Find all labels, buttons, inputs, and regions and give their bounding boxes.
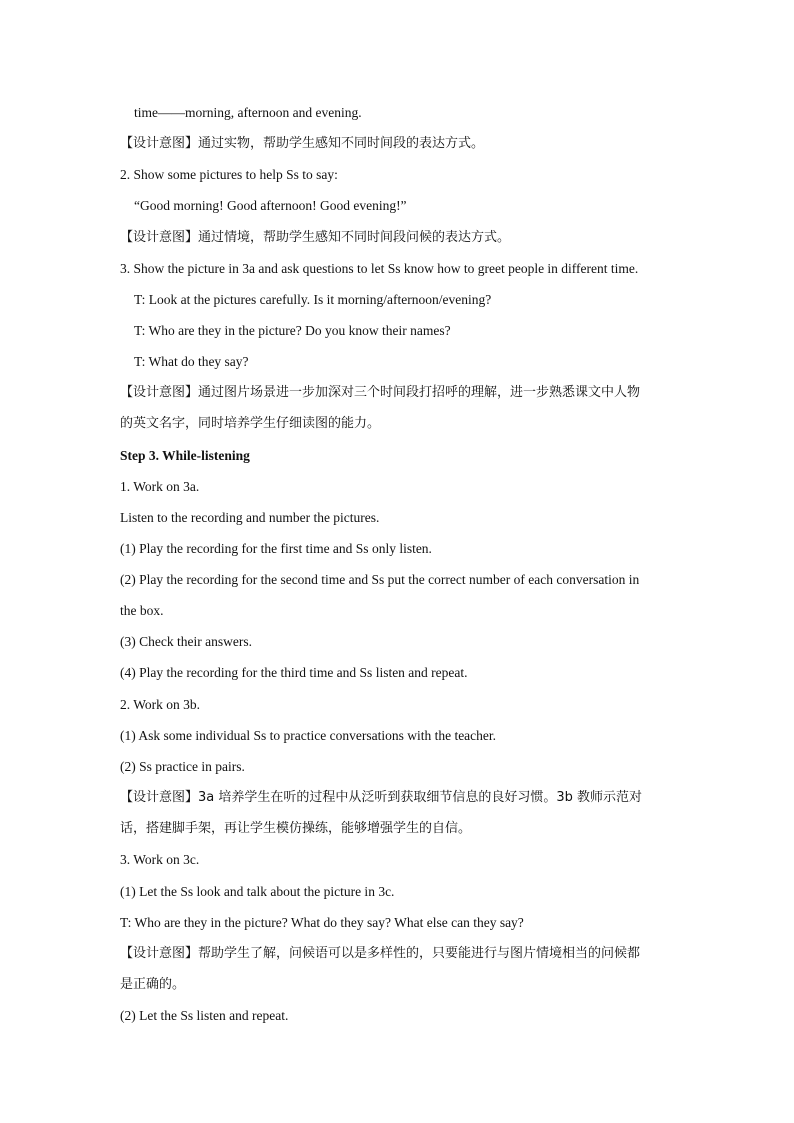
text-line: (2) Let the Ss listen and repeat.	[120, 1008, 289, 1023]
text-line: (2) Play the recording for the second time and Ss put the correct number of each conversation in	[120, 572, 640, 587]
text-line: Listen to the recording and number the pictures.	[120, 510, 380, 525]
text-line: 3. Show the picture in 3a and ask questions to let Ss know how to greet people in different time.	[120, 261, 639, 276]
text-line: (3) Check their answers.	[120, 634, 252, 649]
design-intent-note: 【设计意图】通过实物，帮助学生感知不同时间段的表达方式。	[120, 136, 485, 151]
text-line: 2. Work on 3b.	[120, 697, 201, 712]
text-line: 3. Work on 3c.	[120, 852, 200, 867]
text-line: (1) Play the recording for the first time and Ss only listen.	[120, 541, 432, 556]
design-intent-note: 是正确的。	[120, 977, 186, 992]
text-line: (1) Ask some individual Ss to practice conversations with the teacher.	[120, 728, 497, 743]
text-line: “Good morning! Good afternoon! Good evening!”	[134, 198, 407, 213]
step-heading: Step 3. While-listening	[120, 448, 250, 463]
design-intent-note: 【设计意图】通过图片场景进一步加深对三个时间段打招呼的理解，进一步熟悉课文中人物	[120, 385, 641, 400]
text-line: T: Who are they in the picture? Do you know their names?	[134, 323, 451, 338]
text-line: (2) Ss practice in pairs.	[120, 759, 245, 774]
text-line: time——morning, afternoon and evening.	[134, 105, 362, 120]
text-line: 2. Show some pictures to help Ss to say:	[120, 167, 338, 182]
design-intent-note: 【设计意图】通过情境，帮助学生感知不同时间段问候的表达方式。	[120, 230, 511, 245]
text-line: 1. Work on 3a.	[120, 479, 200, 494]
design-intent-note: 话，搭建脚手架，再让学生模仿操练，能够增强学生的自信。	[120, 821, 472, 836]
design-intent-note: 【设计意图】帮助学生了解，问候语可以是多样性的，只要能进行与图片情境相当的问候都	[120, 946, 641, 961]
text-line: (4) Play the recording for the third time and Ss listen and repeat.	[120, 665, 468, 680]
text-line: T: What do they say?	[134, 354, 249, 369]
design-intent-note: 【设计意图】3a 培养学生在听的过程中从泛听到获取细节信息的良好习惯。3b 教师示范对	[120, 790, 643, 805]
text-line: (1) Let the Ss look and talk about the picture in 3c.	[120, 884, 395, 899]
text-line: T: Look at the pictures carefully. Is it morning/afternoon/evening?	[134, 292, 492, 307]
text-line: the box.	[120, 603, 164, 618]
text-line: T: Who are they in the picture? What do they say? What else can they say?	[120, 915, 524, 930]
design-intent-note: 的英文名字，同时培养学生仔细读图的能力。	[120, 416, 381, 431]
